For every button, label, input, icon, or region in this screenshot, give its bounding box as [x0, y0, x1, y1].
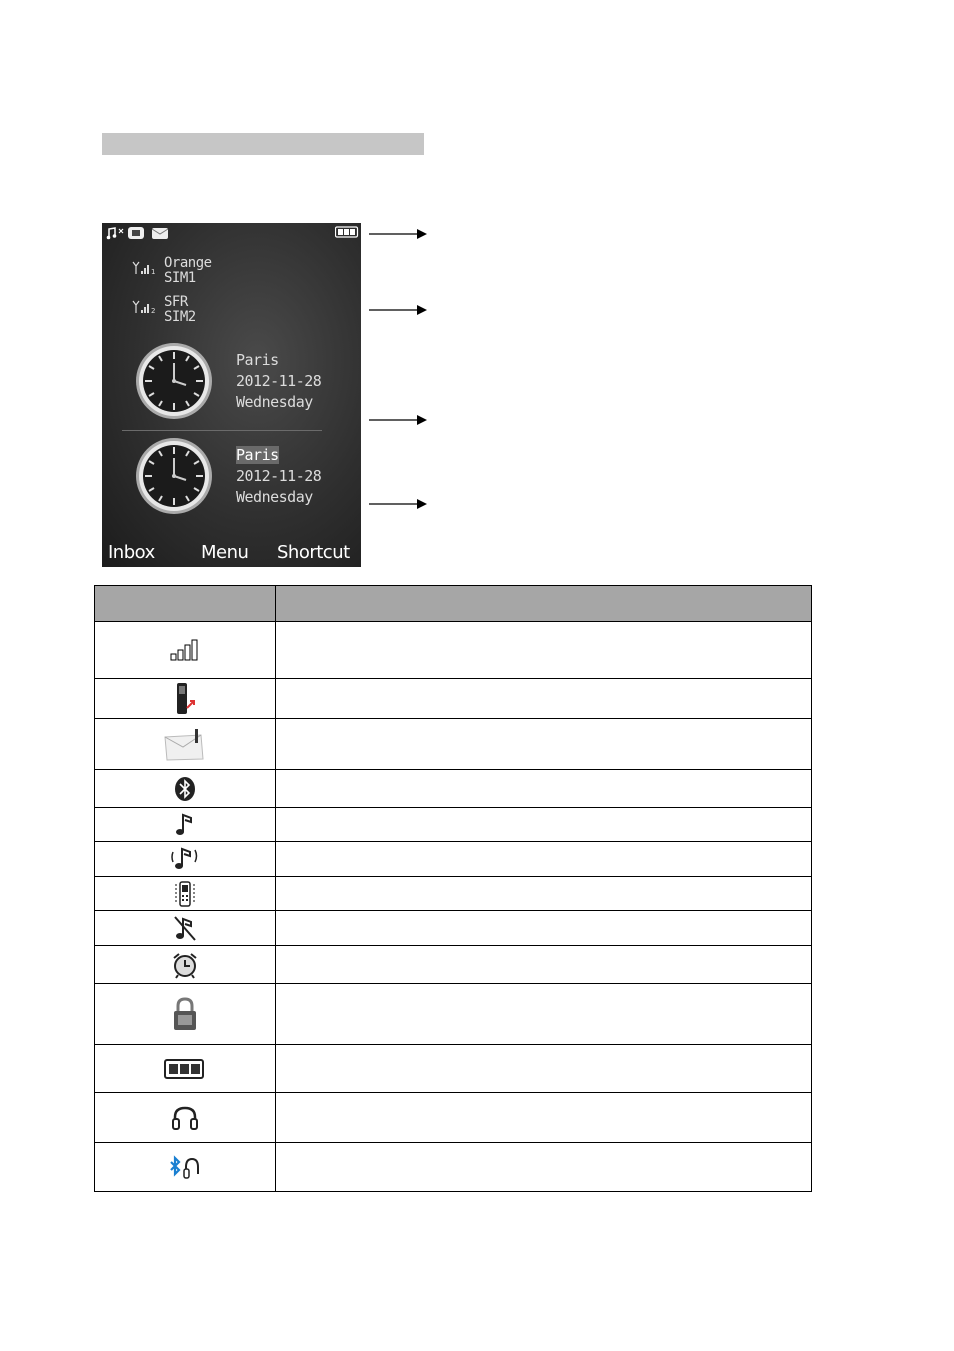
table-row	[95, 679, 812, 719]
menu-softkey[interactable]: Menu	[201, 542, 249, 563]
phone-screen	[102, 223, 361, 567]
shortcut-softkey[interactable]: Shortcut	[277, 542, 350, 563]
bluetooth-headset-icon	[168, 1154, 202, 1180]
sim1-label: SIM1	[164, 270, 196, 286]
clock2-city[interactable]: Paris	[236, 446, 279, 464]
keypad-lock-icon	[170, 997, 200, 1031]
callout-arrow-clock	[369, 415, 427, 425]
sim1-operator: Orange	[164, 255, 212, 271]
headset-icon	[170, 1105, 200, 1131]
battery-level-icon	[164, 1058, 206, 1080]
sim2-row	[132, 295, 196, 325]
table-row-description	[276, 1143, 812, 1192]
clock2-day: Wednesday	[236, 488, 313, 506]
alarm-icon	[171, 951, 199, 979]
clock1-city: Paris	[236, 351, 279, 369]
sim1-row	[132, 256, 212, 286]
sim2-label: SIM2	[164, 309, 196, 325]
clock1-day: Wednesday	[236, 393, 313, 411]
table-row-description	[276, 842, 812, 877]
sim1-signal-icon	[132, 261, 158, 275]
missed-call-icon	[174, 682, 196, 716]
softkey-bar	[102, 537, 361, 567]
table-row-description	[276, 1045, 812, 1093]
table-row-description	[276, 770, 812, 808]
sim2-operator: SFR	[164, 294, 188, 310]
silent-icon	[171, 914, 199, 942]
icon-table	[94, 585, 812, 1192]
clock2-date: 2012-11-28	[236, 467, 322, 485]
table-row-description	[276, 877, 812, 911]
clock-divider	[122, 430, 322, 431]
callout-arrow-sim	[369, 305, 427, 315]
clock1-info	[236, 350, 321, 413]
table-row	[95, 808, 812, 842]
bluetooth-icon	[173, 776, 197, 802]
clock1-analog-icon	[134, 341, 214, 421]
callout-arrow-softkeys	[369, 499, 427, 509]
ring-icon	[174, 812, 196, 838]
sim-message-icon	[127, 226, 145, 240]
table-row	[95, 622, 812, 679]
section-heading-bar	[102, 133, 424, 155]
table-row	[95, 946, 812, 984]
table-row-description	[276, 719, 812, 770]
table-row-description	[276, 946, 812, 984]
sim1-text	[164, 256, 212, 286]
table-row	[95, 842, 812, 877]
table-header-icon	[95, 586, 276, 622]
callout-arrow-status	[369, 229, 427, 239]
clock1-date: 2012-11-28	[236, 372, 322, 390]
clock2-info	[236, 445, 321, 508]
clock2-analog-icon	[134, 436, 214, 516]
table-row-description	[276, 808, 812, 842]
inbox-softkey[interactable]: Inbox	[108, 542, 155, 563]
sim2-text	[164, 295, 196, 325]
table-row-description	[276, 984, 812, 1045]
ring-and-vibrate-icon	[171, 846, 199, 872]
silent-icon	[106, 226, 126, 240]
table-row	[95, 984, 812, 1045]
table-row	[95, 877, 812, 911]
table-row-description	[276, 911, 812, 946]
svg-text:1: 1	[151, 268, 156, 275]
table-row-description	[276, 679, 812, 719]
signal-strength-icon	[170, 639, 200, 661]
table-row	[95, 770, 812, 808]
table-header-row	[95, 586, 812, 622]
table-row-description	[276, 1093, 812, 1143]
unread-message-icon	[163, 727, 207, 761]
status-bar	[102, 223, 361, 243]
table-header-description	[276, 586, 812, 622]
table-row	[95, 911, 812, 946]
table-row-description	[276, 622, 812, 679]
envelope-icon	[151, 226, 169, 240]
battery-icon	[335, 226, 359, 238]
svg-text:2: 2	[151, 307, 156, 314]
sim2-signal-icon	[132, 300, 158, 314]
vibrate-icon	[172, 880, 198, 908]
table-row	[95, 1143, 812, 1192]
table-row	[95, 1093, 812, 1143]
table-row	[95, 719, 812, 770]
table-row	[95, 1045, 812, 1093]
